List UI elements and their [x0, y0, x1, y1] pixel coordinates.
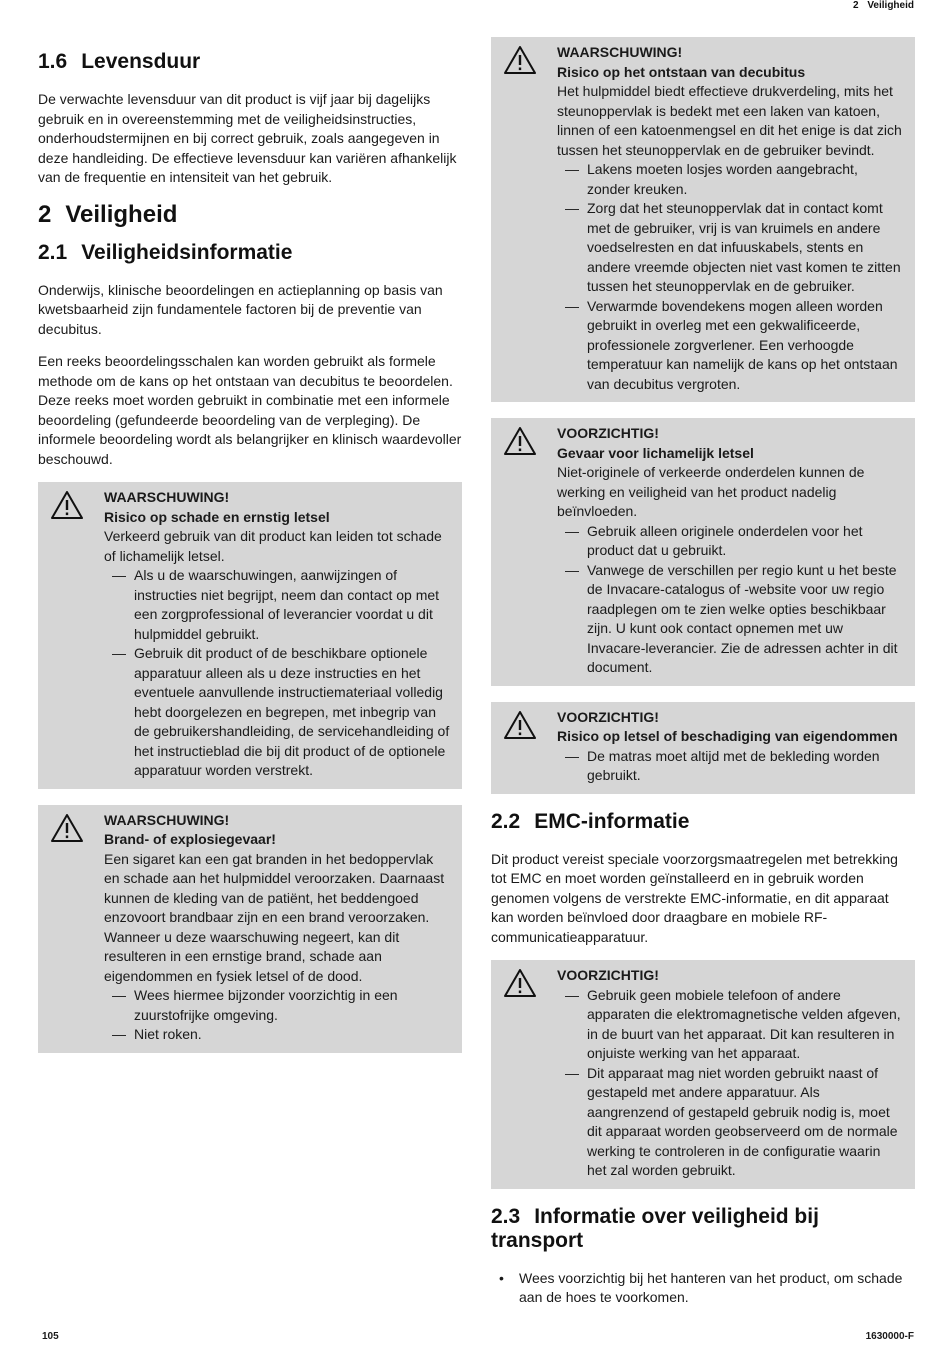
warning-triangle-icon: [50, 813, 84, 843]
section-2-1-paragraph-1: Onderwijs, klinische beoordelingen en actieplanning op basis van kwetsbaarheid zijn fundamentele factoren bij de preventie van decubitus.: [38, 281, 443, 337]
hazard-title: Brand- of explosiegevaar!: [104, 831, 276, 847]
instruction-item: — Zorg dat het steunoppervlak dat in contact komt met de gebruiker, vrij is van kruimels en andere voedselresten en dat infuuskabels, stents en andere vreemde objecten niet vast komen te zitten tussen het steunoppervlak en de gebruiker.: [557, 199, 903, 297]
instruction-item: — Gebruik dit product of de beschikbare optionele apparatuur alleen als u deze instructies en het eventuele aanvullende instructiemateriaal volledig hebt doorgelezen en begrepen, met inbegrip van de gebruikershandleiding, de servicehandleiding of het instructieblad die bij dit product of de optionele apparatuur worden verstrekt.: [104, 644, 450, 781]
hazard-text: Niet-originele of verkeerde onderdelen kunnen de werking en veiligheid van het product nadelig beïnvloeden.: [557, 464, 865, 519]
header-chapter-number: 2: [852, 0, 859, 11]
warning-box-fire: [38, 805, 462, 1053]
instruction-item: — Wees hiermee bijzonder voorzichtig in een zuurstofrijke omgeving.: [104, 986, 450, 1025]
section-title: Veiligheidsinformatie: [81, 240, 293, 264]
running-header: [853, 0, 914, 11]
instruction-item: — Als u de waarschuwingen, aanwijzingen of instructies niet begrijpt, neem dan contact op met een zorgprofessional of leverancier voordat u dit hulpmiddel gebruikt.: [104, 566, 450, 644]
warning-triangle-icon: [503, 426, 537, 456]
signal-word: VOORZICHTIG!: [557, 967, 659, 983]
section-2-2-heading: [491, 810, 915, 834]
section-2-3-heading: [491, 1205, 915, 1253]
instruction-item: — Niet roken.: [104, 1025, 450, 1045]
section-number: 2.2: [491, 809, 521, 833]
warning-triangle-icon: [503, 968, 537, 998]
instruction-item: — De matras moet altijd met de bekleding worden gebruikt.: [557, 747, 903, 786]
section-title: Levensduur: [81, 50, 201, 73]
warning-box-decubitus: [491, 37, 915, 402]
signal-word: WAARSCHUWING!: [104, 811, 230, 828]
bullet-item: • Wees voorzichtig bij het hanteren van het product, om schade aan de hoes te voorkomen.: [491, 1269, 915, 1308]
instruction-item: — Verwarmde bovendekens mogen alleen worden gebruikt in overleg met een gekwalificeerde, professionele zorgverlener. Een verhoogde temperatuur kan namelijk de kans op het ontstaan van decubitus vergroten.: [557, 297, 903, 395]
instruction-item: — Gebruik alleen originele onderdelen voor het product dat u gebruikt.: [557, 522, 903, 561]
section-title: EMC-informatie: [534, 809, 690, 833]
section-number: 1.6: [38, 50, 68, 73]
right-column: [491, 37, 915, 1308]
instruction-list: [104, 566, 450, 781]
chapter-2-heading: [38, 201, 462, 229]
hazard-text: Verkeerd gebruik van dit product kan leiden tot schade of lichamelijk letsel.: [104, 528, 442, 564]
caution-box-emc: [491, 960, 915, 1189]
document-number: 1630000-F: [865, 1331, 914, 1342]
hazard-text: Het hulpmiddel biedt effectieve drukverdeling, mits het steunoppervlak is bedekt met een laken van katoen, linnen of een katoenmengsel en dit het enige is dat zich tussen het steunoppervlak en de gebruiker bevindt.: [557, 83, 902, 158]
chapter-title: Veiligheid: [65, 200, 178, 228]
hazard-text: Een sigaret kan een gat branden in het bedoppervlak en schade aan het hulpmiddel veroorzaken. Daarnaast kunnen de kleding van de patiënt, het beddengoed enzovoort brandbaar zijn en een brand veroorzaken. Wanneer u deze waarschuwing negeert, kan dit resulteren in een ernstige brand, schade aan eigendommen en fysiek letsel of de dood.: [104, 850, 445, 984]
warning-box-injury: [38, 482, 462, 789]
instruction-list: [557, 522, 903, 678]
instruction-item: — Dit apparaat mag niet worden gebruikt naast of gestapeld met andere apparatuur. Als aangrenzend of gestapeld gebruik nodig is, moet dit apparaat worden geobserveerd om de normale werking te controleren in de configuratie waarin het zal worden gebruikt.: [557, 1064, 903, 1181]
left-column: [38, 40, 462, 1069]
instruction-list: [557, 747, 903, 786]
signal-word: VOORZICHTIG!: [557, 708, 659, 725]
signal-word: WAARSCHUWING!: [104, 489, 230, 505]
hazard-title: Risico op schade en ernstig letsel: [104, 508, 330, 525]
instruction-list: [104, 986, 450, 1045]
section-2-1-paragraph-2: Een reeks beoordelingsschalen kan worden gebruikt als formele methode om de kans op het ontstaan van decubitus te beoordelen. Deze reeks moet worden gebruikt in combinatie met een informele beoordeling (gefundeerde beoordeling van de verpleging). De informele beoordeling wordt als belangrijker en klinisch waardevoller beschouwd.: [38, 353, 462, 467]
chapter-number: 2: [38, 200, 52, 228]
caution-box-cover: [491, 702, 915, 794]
warning-triangle-icon: [503, 710, 537, 740]
warning-triangle-icon: [50, 490, 84, 520]
section-2-1-heading: [38, 241, 462, 265]
page-number: 105: [42, 1331, 59, 1342]
section-2-2-text: Dit product vereist speciale voorzorgsmaatregelen met betrekking tot EMC en moet worden geïnstalleerd en in gebruik worden genomen volgens de verstrekte EMC-informatie, en dit apparaat kan worden beïnvloed door draagbare en mobiele RF-communicatieapparatuur.: [491, 850, 898, 945]
instruction-list: [557, 986, 903, 1181]
instruction-list: [557, 160, 903, 394]
signal-word: VOORZICHTIG!: [557, 425, 659, 441]
caution-box-parts: [491, 418, 915, 686]
hazard-title: Risico op letsel of beschadiging van eigendommen: [557, 728, 898, 744]
header-chapter-title: Veiligheid: [867, 0, 914, 11]
hazard-title: Gevaar voor lichamelijk letsel: [557, 444, 754, 461]
section-1-6-heading: [38, 50, 462, 74]
instruction-item: — Gebruik geen mobiele telefoon of andere apparaten die elektromagnetische velden afgeven, in de buurt van het apparaat. Dit kan resulteren in onjuiste werking van het apparaat.: [557, 986, 903, 1064]
section-1-6-text: De verwachte levensduur van dit product is vijf jaar bij dagelijks gebruik en in overeenstemming met de veiligheidsinstructies, onderhoudstermijnen en bij correct gebruik, zoals aangegeven in deze handleiding. De effectieve levensduur kan variëren afhankelijk van de frequentie en intensiteit van het gebruik.: [38, 91, 457, 185]
instruction-item: — Lakens moeten losjes worden aangebracht, zonder kreuken.: [557, 160, 903, 199]
section-title: Informatie over veiligheid bij transport: [491, 1204, 819, 1252]
instruction-item: — Vanwege de verschillen per regio kunt u het beste de Invacare-catalogus of -website voor uw regio raadplegen om te zien welke opties beschikbaar zijn. U kunt ook contact opnemen met uw Invacare-leverancier. Zie de adressen achter in dit document.: [557, 561, 903, 678]
transport-safety-list: [491, 1269, 915, 1308]
warning-triangle-icon: [503, 45, 537, 75]
section-number: 2.3: [491, 1204, 521, 1228]
section-number: 2.1: [38, 240, 68, 264]
hazard-title: Risico op het ontstaan van decubitus: [557, 63, 806, 80]
signal-word: WAARSCHUWING!: [557, 44, 683, 60]
